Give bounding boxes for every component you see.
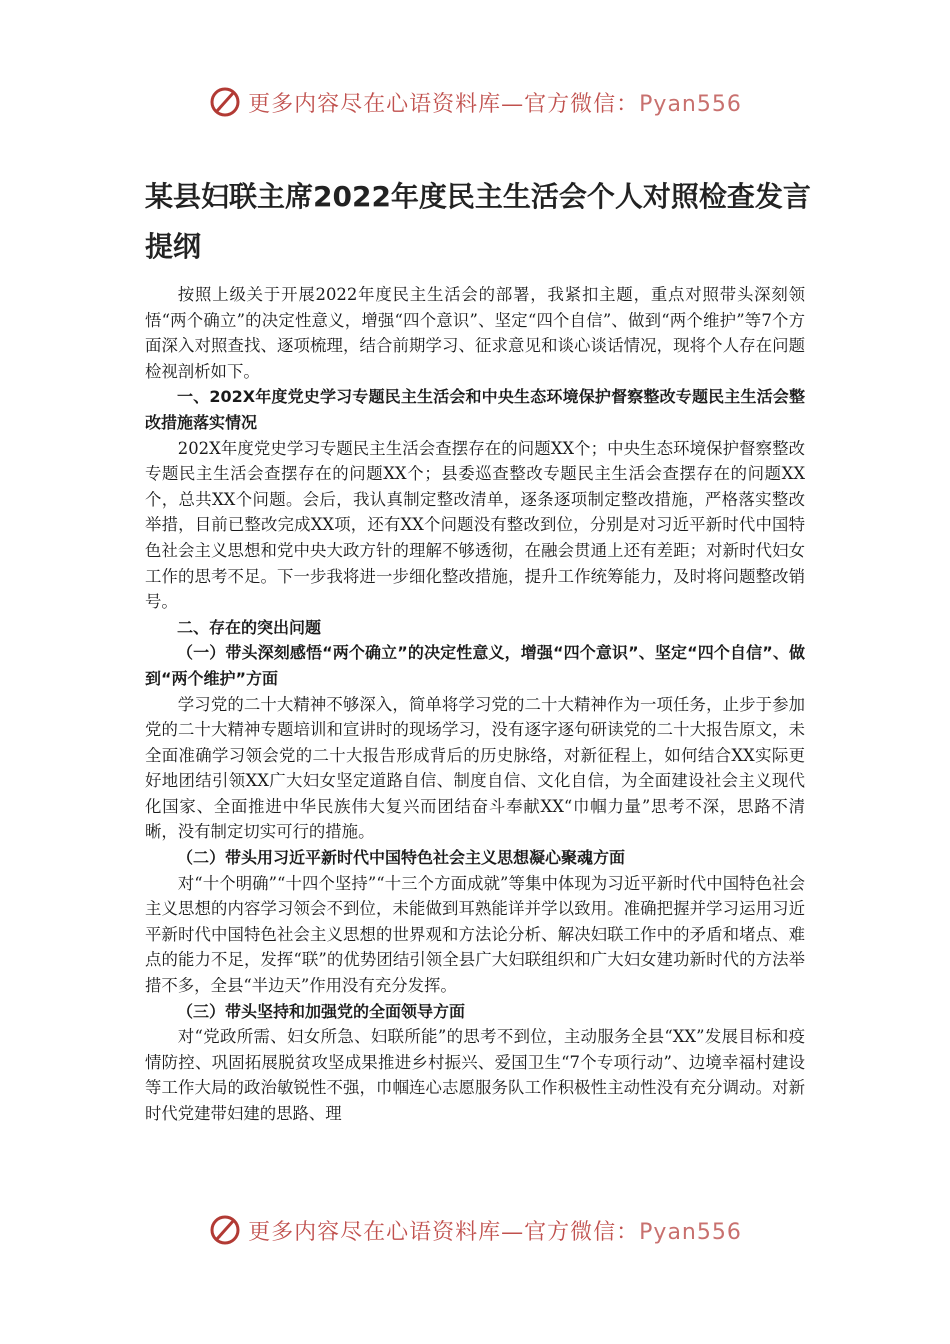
watermark-banner-top: [0, 82, 950, 122]
subsection-heading: （三）带头坚持和加强党的全面领导方面: [177, 1001, 466, 1021]
subsection-heading: （一）带头深刻感悟“两个确立”的决定性意义，增强“四个意识”、坚定“四个自信”、做到“两个维护”方面: [145, 643, 805, 688]
document-body: [145, 282, 805, 1127]
subsection-heading: （二）带头用习近平新时代中国特色社会主义思想凝心聚魂方面: [177, 848, 626, 868]
intro-paragraph: 按照上级关于开展2022年度民主生活会的部署，我紧扣主题，重点对照带头深刻领悟“两个确立”的决定性意义，增强“四个意识”、坚定“四个自信”、做到“两个维护”等7个方面深入对照查找、逐项梳理，结合前期学习、征求意见和谈心谈话情况，现将个人存在问题检视剖析如下。: [145, 285, 805, 381]
body-paragraph: 对“党政所需、妇女所急、妇联所能”的思考不到位，主动服务全县“XX”发展目标和疫情防控、巩固拓展脱贫攻坚成果推进乡村振兴、爱国卫生“7个专项行动”、边境幸福村建设等工作大局的政治敏锐性不强，巾帼连心志愿服务队工作积极性主动性没有充分调动。对新时代党建带妇建的思路、理: [145, 1027, 805, 1123]
body-paragraph: 202X年度党史学习专题民主生活会查摆存在的问题XX个；中央生态环境保护督察整改专题民主生活会查摆存在的问题XX个；县委巡查整改专题民主生活会查摆存在的问题XX个，总共XX个问题。会后，我认真制定整改清单，逐条逐项制定整改措施，严格落实整改举措，目前已整改完成XX项，还有XX个问题没有整改到位，分别是对习近平新时代中国特色社会主义思想和党中央大政方针的理解不够透彻，在融会贯通上还有差距；对新时代妇女工作的思考不足。下一步我将进一步细化整改措施，提升工作统筹能力，及时将问题整改销号。: [145, 438, 805, 612]
body-paragraph: 对“十个明确”“十四个坚持”“十三个方面成就”等集中体现为习近平新时代中国特色社会主义思想的内容学习领会不到位，未能做到耳熟能详并学以致用。准确把握并学习运用习近平新时代中国特色社会主义思想的世界观和方法论分析、解决妇联工作中的矛盾和堵点、难点的能力不足，发挥“联”的优势团结引领全县广大妇联组织和广大妇女建功新时代的方法举措不多，全县“半边天”作用没有充分发挥。: [145, 873, 805, 996]
section-heading: 一、202X年度党史学习专题民主生活会和中央生态环境保护督察整改专题民主生活会整改措施落实情况: [145, 387, 805, 432]
section-heading: 二、存在的突出问题: [177, 617, 322, 637]
body-paragraph: 学习党的二十大精神不够深入，简单将学习党的二十大精神作为一项任务，止步于参加党的二十大精神专题培训和宣讲时的现场学习，没有逐字逐句研读党的二十大报告原文，未全面准确学习领会党的二十大报告形成背后的历史脉络，对新征程上，如何结合XX实际更好地团结引领XX广大妇女坚定道路自信、制度自信、文化自信，为全面建设社会主义现代化国家、全面推进中华民族伟大复兴而团结奋斗奉献XX“巾帼力量”思考不深，思路不清晰，没有制定切实可行的措施。: [145, 694, 805, 842]
watermark-text: 更多内容尽在心语资料库—官方微信：Pyan556: [248, 91, 742, 117]
document-title: 某县妇联主席2022年度民主生活会个人对照检查发言提纲: [145, 180, 811, 263]
pen-logo-icon: [208, 85, 242, 119]
pen-logo-icon: [208, 1213, 242, 1247]
watermark-banner-bottom: [0, 1210, 950, 1250]
watermark-text: 更多内容尽在心语资料库—官方微信：Pyan556: [248, 1219, 742, 1245]
